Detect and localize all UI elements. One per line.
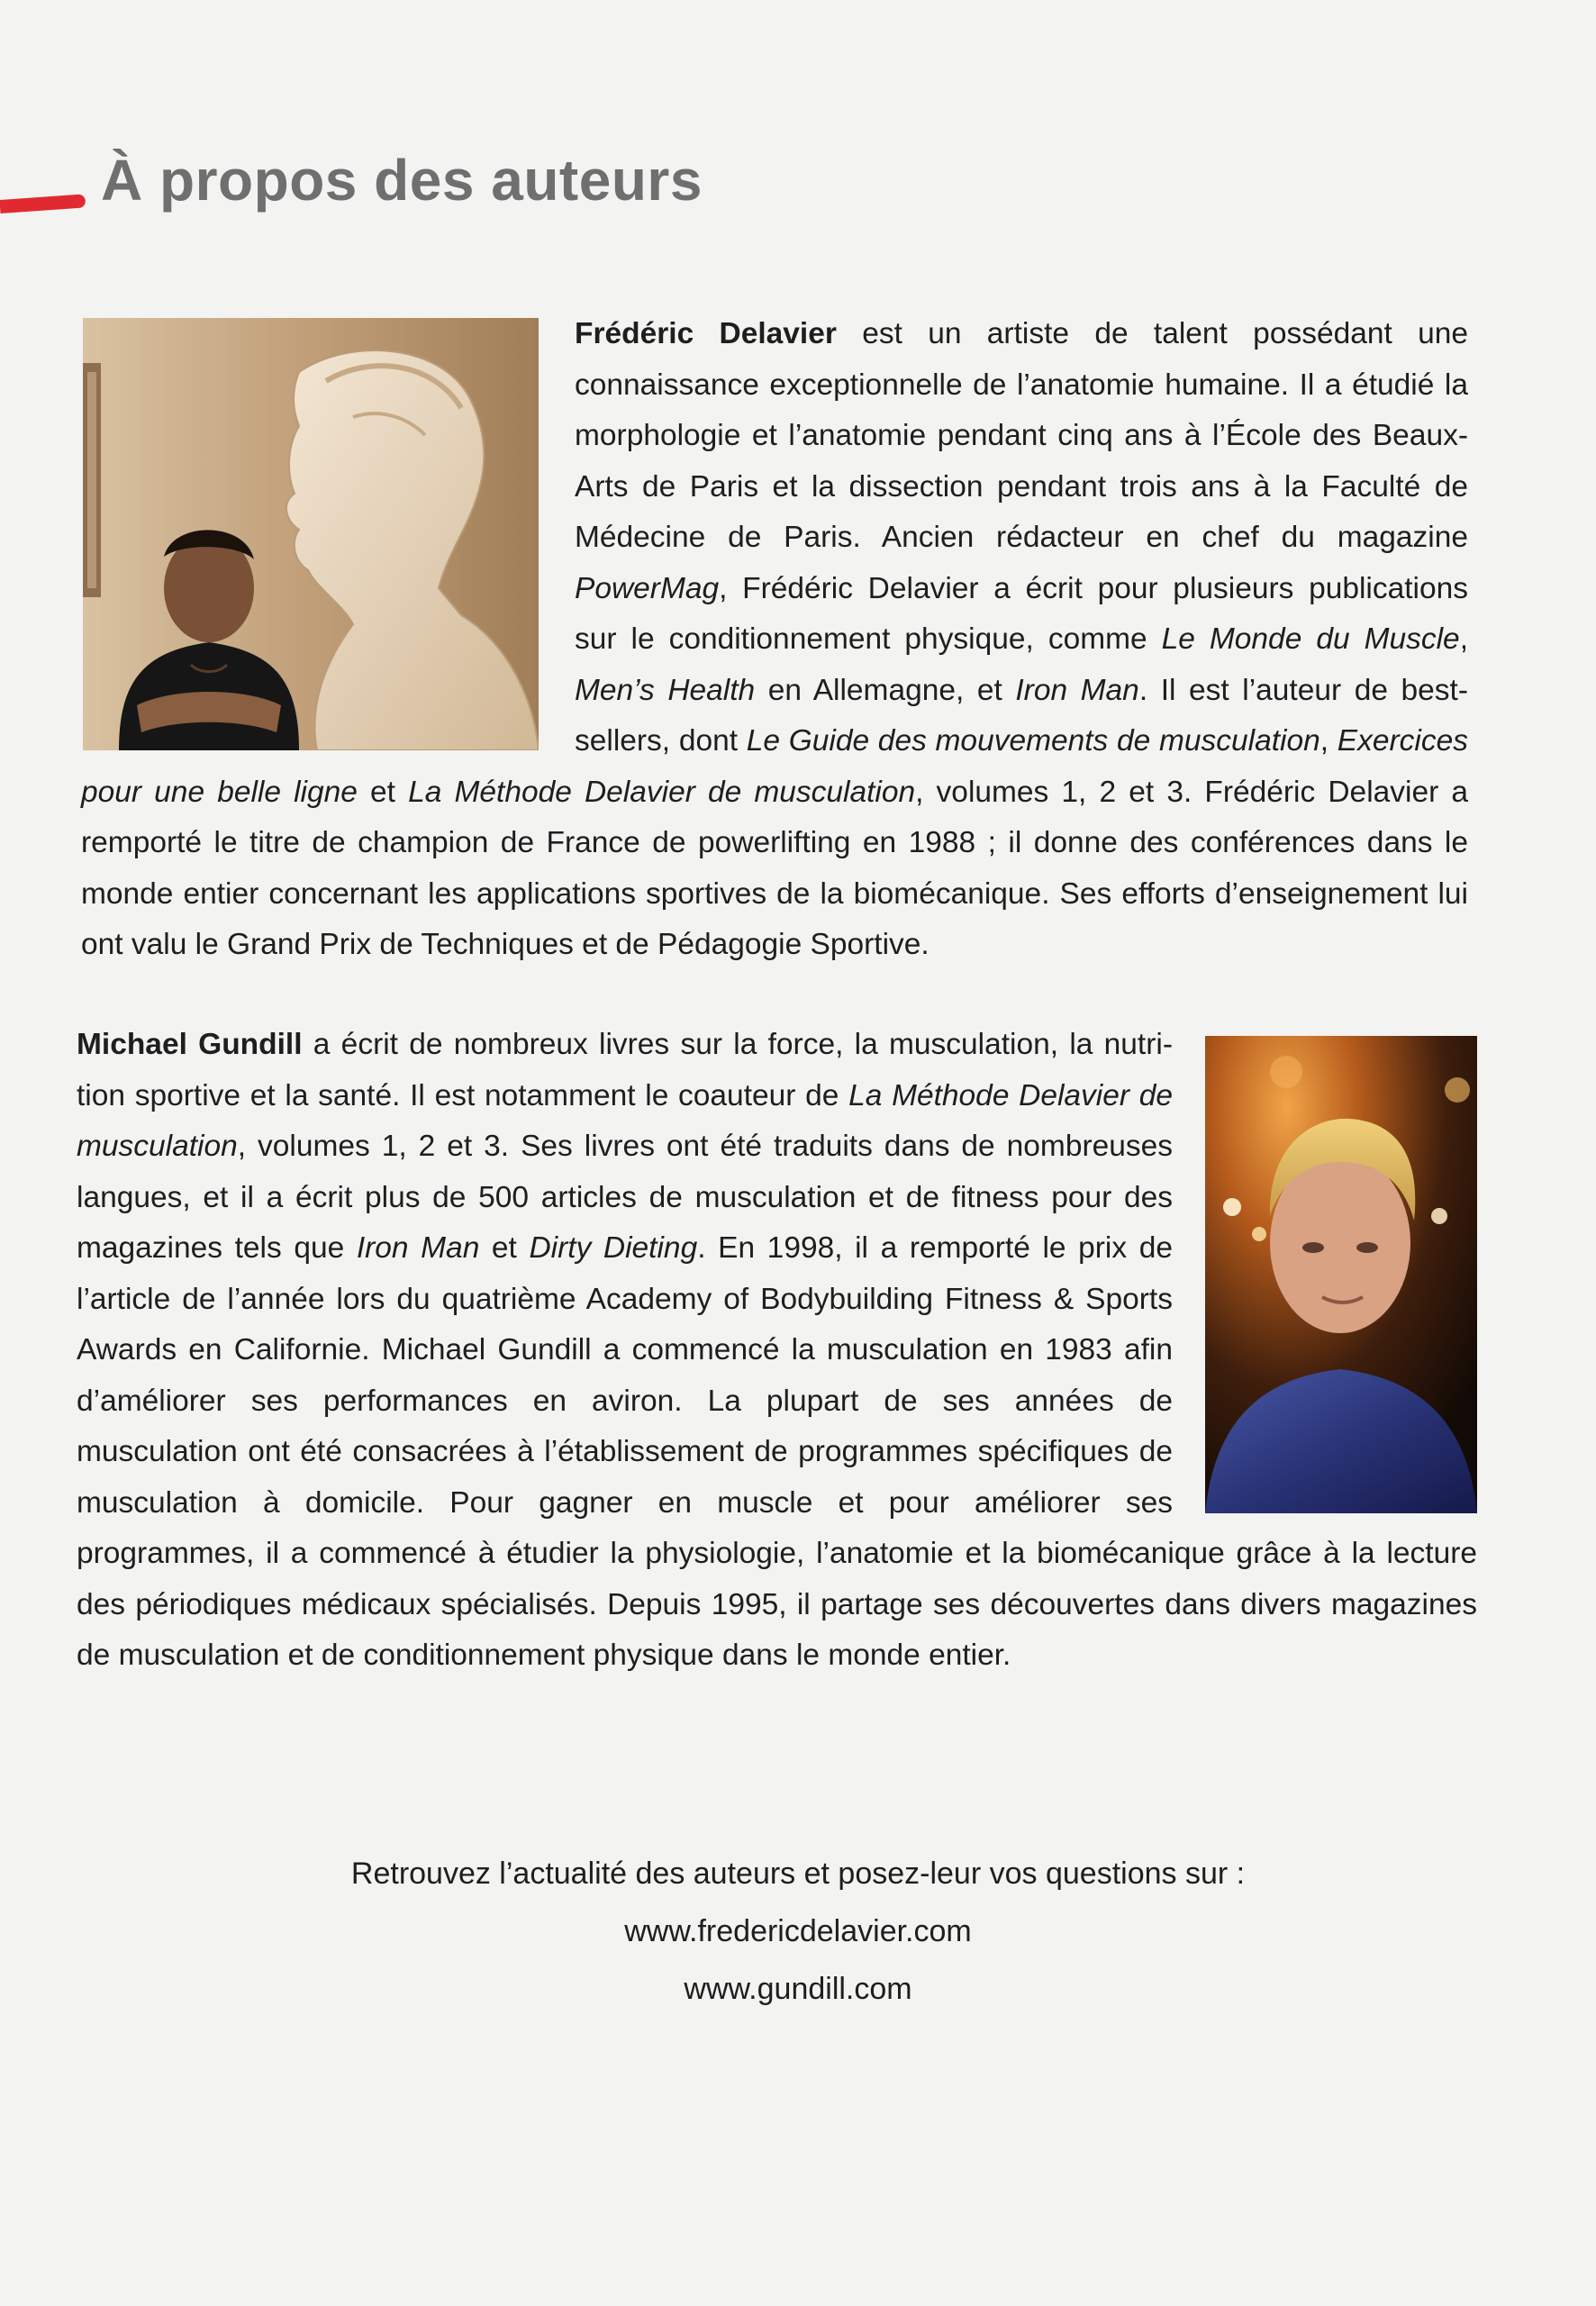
author-bio-gundill (77, 1020, 1477, 1682)
photo-michael-gundill (1205, 1036, 1477, 1513)
italic-title: Dirty Dieting (529, 1231, 698, 1265)
text-run: . Il est l’auteur de best-sellers, dont (575, 673, 1468, 758)
author-name-delavier: Frédéric Delavier (575, 317, 837, 350)
text-run: , (1459, 622, 1468, 656)
text-run: a écrit de nombreux livres sur la force, la musculation, la nutrition sportive et la santé. Il est notamment le coauteur de (77, 1028, 1173, 1112)
text-run: , Frédéric Delavier a écrit pour plusieurs publications sur le conditionnement physique, comme (575, 571, 1468, 656)
photo-frederic-delavier (83, 318, 539, 750)
italic-title: La Méthode Delavier de musculation (408, 775, 916, 809)
italic-title: Le Guide des mouvements de musculation (746, 724, 1320, 758)
footer-contact (0, 1845, 1596, 2018)
text-run: . En 1998, il a remporté le prix de l’article de l’année lors du quatrième Academy of Bodybuilding Fitness & Sports Awards en Californie. Michael Gundill a commencé la musculation en 1983 afin d’améliorer ses performances en aviron. La plupart de ses années de musculation ont été consacrées à l’établissement de programmes spécifiques de musculation à domicile. Pour gagner en muscle et pour améliorer ses programmes, il a commencé à étudier la physiologie, l’anatomie et la biomécanique grâce à la lecture des périodiques médicaux spécialisés. Depuis 1995, il partage ses découvertes dans divers magazines de musculation et de conditionnement physique dans le monde entier. (77, 1231, 1477, 1672)
text-run: , volumes 1, 2 et 3. Ses livres ont été traduits dans de nombreuses langues, et il a écrit plus de 500 articles de musculation et de fitness pour des magazines tels que (77, 1130, 1173, 1265)
photo-delavier-illustration (83, 318, 539, 750)
link-fredericdelavier[interactable]: www.fredericdelavier.com (624, 1914, 972, 1948)
text-run: , volumes 1, 2 et 3. Frédéric Delavier a remporté le titre de champion de France de powerlifting en 1988 ; il donne des conférences dans le monde entier concernant les applications sportives de la biomécanique. Ses efforts d’enseignement lui ont valu le Grand Prix de Techniques et de Pédagogie Sportive. (81, 775, 1468, 961)
title-accent-bar (0, 194, 86, 213)
text-run: est un artiste de talent possédant une connaissance exceptionnelle de l’anatomie humaine. Il a étudié la morphologie et l’anatomie pendant cinq ans à l’École des Beaux-Arts de Paris et la dissection pendant trois ans à la Faculté de Médecine de Paris. Ancien rédacteur en chef du magazine (575, 317, 1468, 554)
italic-title: La Méthode Delavier de musculation (77, 1078, 1174, 1163)
page-title: À propos des auteurs (101, 148, 703, 213)
text-run: en Allemagne, et (755, 673, 1016, 707)
text-run: et (479, 1231, 530, 1265)
footer-intro: Retrouvez l’actualité des auteurs et posez-leur vos questions sur : (350, 1857, 1246, 1891)
text-run: , (1319, 724, 1338, 758)
italic-title: Le Monde du Muscle (1161, 622, 1460, 656)
italic-title: Iron Man (356, 1231, 480, 1265)
italic-title: PowerMag (575, 571, 720, 605)
text-run: et (357, 775, 409, 809)
photo-gundill-illustration (1205, 1036, 1477, 1513)
author-bio-delavier (81, 309, 1468, 971)
italic-title: Men’s Health (575, 673, 756, 707)
italic-title: Iron Man (1015, 673, 1139, 707)
author-name-gundill: Michael Gundill (77, 1028, 303, 1061)
link-gundill[interactable]: www.gundill.com (684, 1972, 912, 2006)
italic-title: Exercices pour une belle ligne (81, 724, 1468, 809)
